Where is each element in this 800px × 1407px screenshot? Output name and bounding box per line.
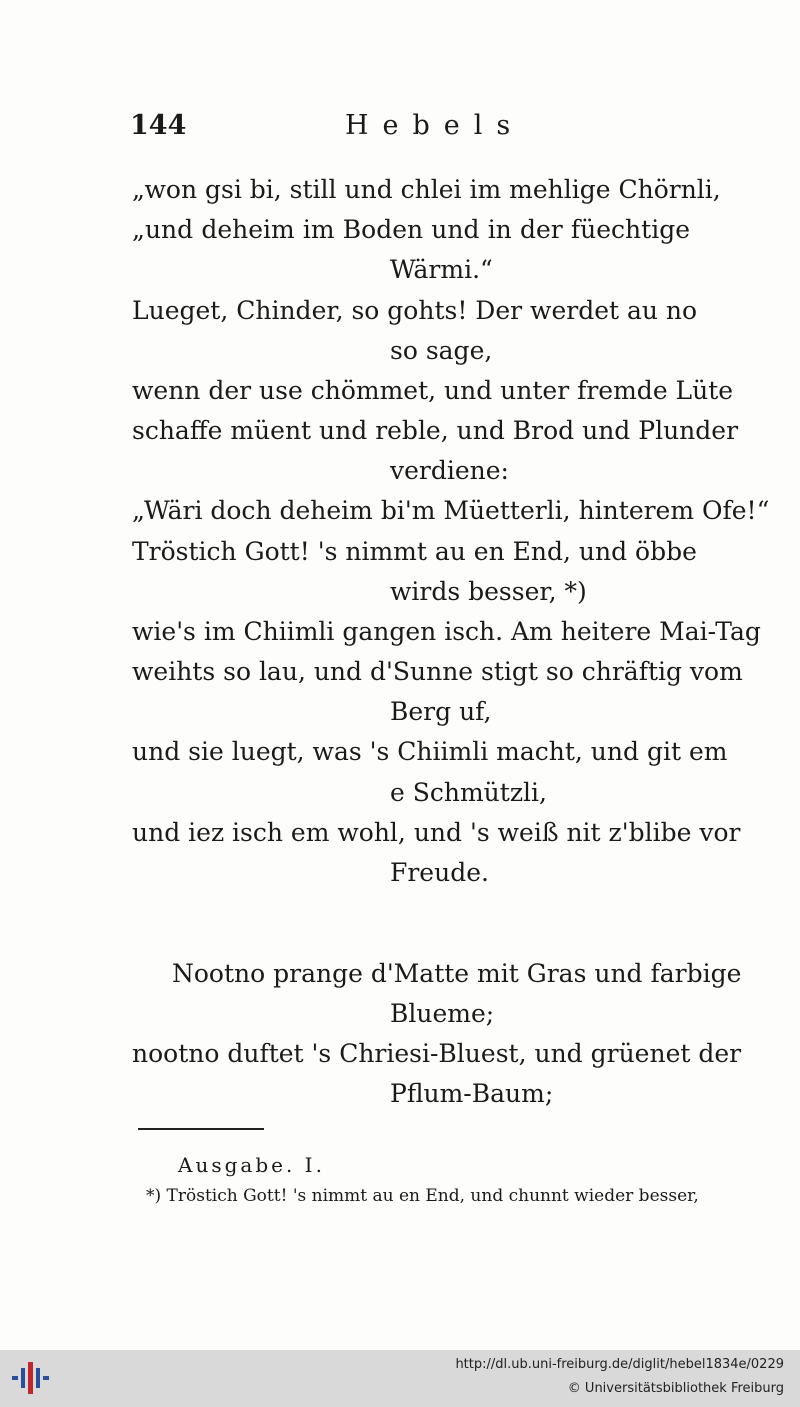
- verse-line: weihts so lau, und d'Sunne stigt so chräftig vom: [132, 657, 743, 686]
- footer-bar: [0, 1350, 800, 1407]
- footnote-rule: [138, 1128, 264, 1130]
- verse-line: wie's im Chiimli gangen isch. Am heitere Mai-Tag: [132, 617, 761, 646]
- verse-line: Lueget, Chinder, so gohts! Der werdet au no: [132, 296, 698, 325]
- verse-line: „won gsi bi, still und chlei im mehlige Chörnli,: [132, 175, 721, 204]
- verse-continuation: wirds besser, *): [390, 577, 587, 606]
- footnote-edition: Ausgabe. I.: [178, 1153, 325, 1177]
- verse-line: und iez isch em wohl, und 's weiß nit z'blibe vor: [132, 818, 741, 847]
- verse-line: nootno duftet 's Chriesi-Bluest, und grüenet der: [132, 1039, 742, 1068]
- source-url-link[interactable]: http://dl.ub.uni-freiburg.de/diglit/hebel1834e/0229: [455, 1357, 784, 1372]
- verse-continuation: e Schmützli,: [390, 778, 547, 807]
- verse-continuation: Wärmi.“: [390, 255, 493, 284]
- page-number: 144: [130, 110, 187, 141]
- running-head: Hebels: [345, 110, 525, 141]
- verse-continuation: Berg uf,: [390, 697, 492, 726]
- verse-line: „Wäri doch deheim bi'm Müetterli, hinterem Ofe!“: [132, 496, 770, 525]
- verse-continuation: Blueme;: [390, 999, 495, 1028]
- verse-continuation: Freude.: [390, 858, 489, 887]
- page-header: [130, 110, 690, 150]
- verse-line: Tröstich Gott! 's nimmt au en End, und öbbe: [132, 537, 697, 566]
- library-logo-icon: [10, 1360, 50, 1396]
- verse-line: „und deheim im Boden und in der füechtige: [132, 215, 690, 244]
- verse-line: und sie luegt, was 's Chiimli macht, und git em: [132, 737, 728, 766]
- verse-line: Nootno prange d'Matte mit Gras und farbige: [172, 959, 742, 988]
- verse-continuation: Pflum-Baum;: [390, 1079, 554, 1108]
- copyright-text: © Universitätsbibliothek Freiburg: [567, 1381, 784, 1396]
- verse-line: schaffe müent und reble, und Brod und Plunder: [132, 416, 739, 445]
- verse-line: wenn der use chömmet, und unter fremde Lüte: [132, 376, 734, 405]
- footnote-text: *) Tröstich Gott! 's nimmt au en End, und chunnt wieder besser,: [146, 1186, 699, 1206]
- verse-continuation: so sage,: [390, 336, 493, 365]
- verse-continuation: verdiene:: [390, 456, 509, 485]
